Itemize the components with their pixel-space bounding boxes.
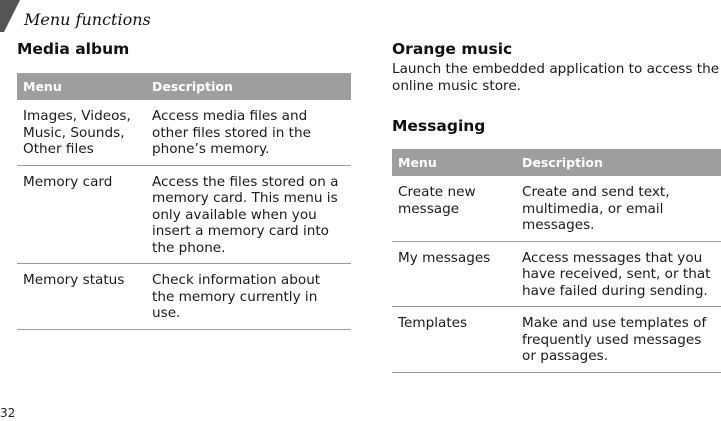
menu-cell: Templates <box>392 307 516 373</box>
messaging-table <box>392 149 721 373</box>
orange-music-section <box>392 40 721 95</box>
column-header-description: Description <box>146 73 351 100</box>
table-row <box>17 165 351 264</box>
menu-cell: Memory card <box>17 165 146 264</box>
messaging-heading: Messaging <box>392 117 486 135</box>
table-row <box>17 264 351 330</box>
right-column <box>392 40 721 373</box>
description-cell: Access the files stored on a memory card. This menu is only available when you insert a memory card into the phone. <box>146 165 351 264</box>
column-header-menu: Menu <box>392 149 516 176</box>
table-row <box>17 100 351 165</box>
menu-cell: My messages <box>392 241 516 307</box>
table-row <box>392 307 721 373</box>
media-album-heading: Media album <box>17 40 130 58</box>
running-header: Menu functions <box>24 10 151 29</box>
menu-cell: Images, Videos, Music, Sounds, Other files <box>17 100 146 165</box>
description-cell: Access media files and other files stored in the phone’s memory. <box>146 100 351 165</box>
description-cell: Create and send text, multimedia, or email messages. <box>516 176 721 241</box>
menu-cell: Memory status <box>17 264 146 330</box>
header-accent-bar <box>0 0 20 32</box>
table-header-row <box>17 73 351 100</box>
table-header-row <box>392 149 721 176</box>
media-album-section <box>17 40 351 330</box>
media-album-table <box>17 73 351 330</box>
description-cell: Make and use templates of frequently used messages or passages. <box>516 307 721 373</box>
page-number: 32 <box>0 406 16 420</box>
description-cell: Access messages that you have received, sent, or that have failed during sending. <box>516 241 721 307</box>
orange-music-text: Launch the embedded application to access the online music store. <box>392 61 720 94</box>
table-row <box>392 176 721 241</box>
messaging-section <box>392 117 721 373</box>
column-header-description: Description <box>516 149 721 176</box>
column-header-menu: Menu <box>17 73 146 100</box>
orange-music-heading: Orange music <box>392 40 513 58</box>
description-cell: Check information about the memory currently in use. <box>146 264 351 330</box>
menu-cell: Create new message <box>392 176 516 241</box>
table-row <box>392 241 721 307</box>
